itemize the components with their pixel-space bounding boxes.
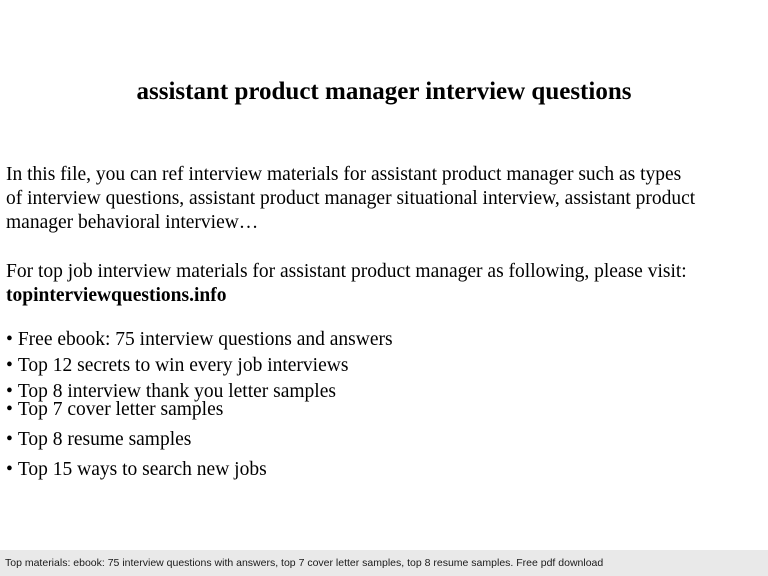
site-link[interactable]: topinterviewquestions.info [6, 285, 227, 306]
bullet-text: Top 15 ways to search new jobs [17, 459, 267, 480]
bullet-text: Free ebook: 75 interview questions and answers [17, 329, 393, 350]
bullet-icon: • [6, 429, 13, 450]
intro-paragraph [6, 163, 762, 235]
bullet-item [6, 458, 393, 482]
bullet-text: Top 8 interview thank you letter samples [17, 381, 336, 402]
bullet-icon: • [6, 381, 13, 402]
bullet-icon: • [6, 329, 13, 350]
bullet-item [6, 354, 393, 378]
bullet-item [6, 428, 393, 452]
bullet-text: Top 8 resume samples [17, 429, 192, 450]
bullet-item [6, 328, 393, 352]
bullet-icon: • [6, 399, 13, 420]
intro-line: of interview questions, assistant product manager situational interview, assistant product [6, 188, 696, 209]
visit-line: For top job interview materials for assistant product manager as following, please visit: [6, 261, 687, 282]
bullet-list [6, 328, 393, 482]
bullet-text: Top 7 cover letter samples [17, 399, 224, 420]
footer-bar: Top materials: ebook: 75 interview questions with answers, top 7 cover letter samples, top 8 resume samples. Free pdf download [0, 550, 768, 576]
slide-title: assistant product manager interview questions [136, 78, 632, 105]
intro-line: manager behavioral interview… [6, 212, 259, 233]
bullet-text: Top 12 secrets to win every job interviews [17, 355, 349, 376]
bullet-icon: • [6, 355, 13, 376]
intro-line: In this file, you can ref interview materials for assistant product manager such as types [6, 164, 682, 185]
bullet-icon: • [6, 459, 13, 480]
visit-paragraph [6, 260, 762, 308]
